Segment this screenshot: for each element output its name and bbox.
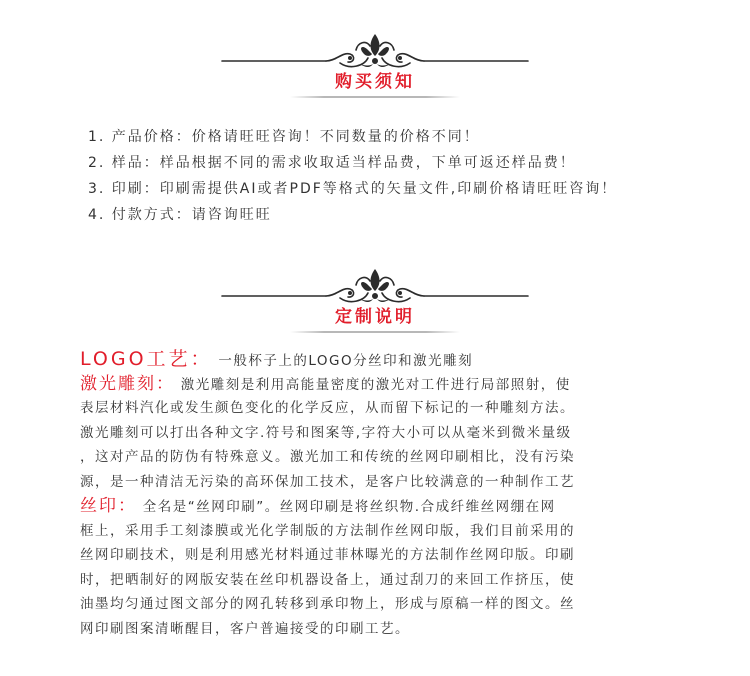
list-item: 4. 付款方式：请咨询旺旺 (88, 207, 272, 223)
title-underline (290, 331, 460, 333)
paragraph-line: 激光雕刻是利用高能量密度的激光对工件进行局部照射，使 (180, 376, 571, 393)
section-header-customization (0, 265, 750, 335)
list-item: 2. 样品：样品根据不同的需求收取适当样品费，下单可返还样品费！ (88, 155, 576, 171)
section-title: 购买须知 (335, 72, 415, 92)
list-item: 1. 产品价格：价格请旺旺咨询！不同数量的价格不同！ (88, 129, 480, 145)
decorative-flourish-icon (218, 30, 532, 72)
paragraph-line: 丝网印刷技术，则是利用感光材料通过菲林曝光的方法制作丝网印版。印刷 (80, 547, 575, 563)
title-underline (290, 96, 460, 98)
customization-content (80, 347, 700, 641)
list-item: 3. 印刷：印刷需提供AI或者PDF等格式的矢量文件,印刷价格请旺旺咨询！ (88, 181, 618, 197)
laser-engraving-line (80, 372, 700, 397)
decorative-flourish-icon (218, 265, 532, 307)
logo-process-heading: LOGO工艺： (80, 348, 213, 370)
silk-screen-heading: 丝印： (80, 496, 137, 516)
logo-process-text: 一般杯子上的LOGO分丝印和激光雕刻 (218, 353, 474, 369)
paragraph-line: ，这对产品的防伪有特殊意义。激光加工和传统的丝网印刷相比，没有污染 (80, 449, 575, 465)
silk-screen-line (80, 494, 700, 519)
paragraph-line: 全名是“丝网印刷”。丝网印刷是将丝织物.合成纤维丝网绷在网 (142, 499, 556, 515)
laser-engraving-heading: 激光雕刻： (80, 373, 175, 394)
paragraph-line: 框上，采用手工刻漆膜或光化学制版的方法制作丝网印版，我们目前采用的 (80, 522, 575, 539)
logo-process-line (80, 347, 700, 372)
section-header-purchase-notice (0, 30, 750, 100)
section-title: 定制说明 (335, 307, 415, 327)
paragraph-line: 网印刷图案清晰醒目，客户普遍接受的印刷工艺。 (80, 620, 410, 637)
paragraph-line: 激光雕刻可以打出各种文字.符号和图案等,字符大小可以从毫米到微米量级 (80, 424, 572, 441)
paragraph-line: 表层材料汽化或发生颜色变化的化学反应，从而留下标记的一种雕刻方法。 (80, 400, 575, 416)
purchase-notice-list (88, 124, 617, 228)
paragraph-line: 时，把晒制好的网版安装在丝印机器设备上，通过刮刀的来回工作挤压，使 (80, 571, 575, 588)
paragraph-line: 源，是一种清洁无污染的高环保加工技术，是客户比较满意的一种制作工艺 (80, 473, 575, 490)
paragraph-line: 油墨均匀通过图文部分的网孔转移到承印物上，形成与原稿一样的图文。丝 (80, 596, 575, 612)
